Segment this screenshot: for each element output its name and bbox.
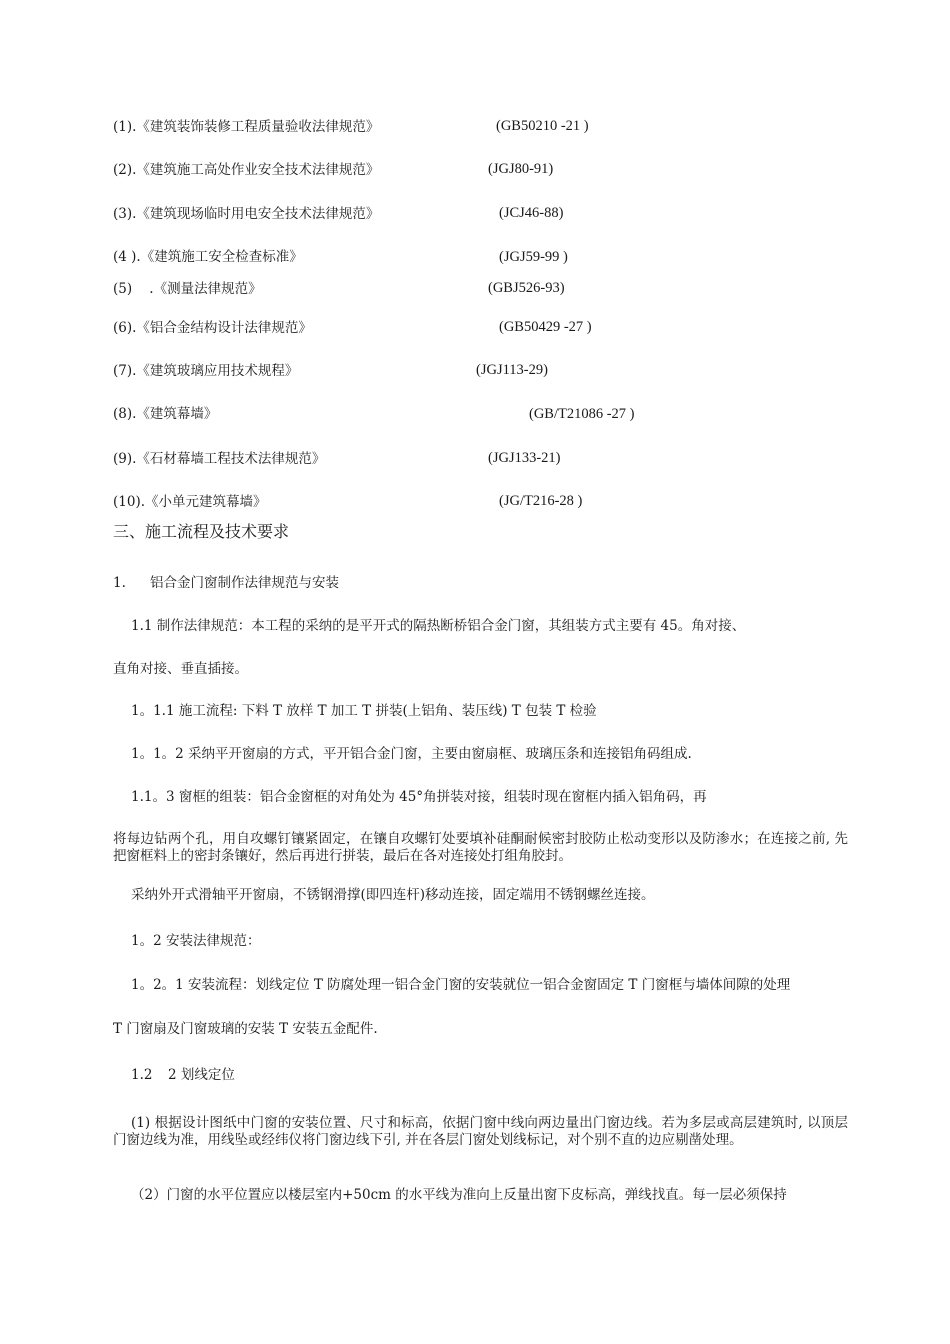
- section-title: 三、施工流程及技术要求: [113, 522, 290, 541]
- standard-label: (1).《建筑装饰装修工程质量验收法律规范》: [113, 119, 380, 135]
- standard-code: (GBJ526-93): [488, 280, 565, 296]
- standard-code: (JGJ133-21): [488, 450, 561, 466]
- standard-label: (7).《建筑玻璃应用技术规程》: [113, 363, 299, 379]
- paragraph: （2）门窗的水平位置应以楼层室内+50cm 的水平线为准向上反量出窗下皮标高，弹线找直。每一层必须保持: [131, 1187, 787, 1203]
- standard-label: (8).《建筑幕墙》: [113, 406, 218, 422]
- standard-label: (3).《建筑现场临时用电安全技术法律规范》: [113, 206, 380, 222]
- paragraph: 2 划线定位: [168, 1067, 235, 1083]
- standard-code: (GB50210 -21 ): [496, 118, 589, 134]
- paragraph: 直角对接、垂直插接。: [113, 661, 248, 677]
- paragraph: 采纳外开式滑轴平开窗扇，不锈钢滑撑(即四连杆)移动连接，固定端用不锈钢螺丝连接。: [131, 887, 655, 903]
- paragraph: 将每边钻两个孔，用自攻螺钉镶紧固定，在镶自攻螺钉处要填补硅酮耐候密封胶防止松动变形以及防渗水；在连接之前, 先把窗框料上的密封条镶好，然后再进行拼装，最后在各对连接处打组角胶封。: [113, 831, 848, 864]
- standard-code: (GB50429 -27 ): [499, 319, 592, 335]
- standard-label: (4 ).《建筑施工安全检查标准》: [113, 249, 303, 265]
- paragraph: (1) 根据设计图纸中门窗的安装位置、尺寸和标高，依据门窗中线向两边量出门窗边线。若为多层或高层建筑时, 以顶层门窗边线为准，用线坠或经纬仪将门窗边线下引, 并在各层门窗处划线标记，对个别不直的边应剔凿处理。: [113, 1115, 848, 1148]
- standard-code: (JCJ46-88): [499, 205, 564, 221]
- standard-label: (2).《建筑施工高处作业安全技术法律规范》: [113, 162, 380, 178]
- paragraph: 1.1 制作法律规范：本工程的采纳的是平开式的隔热断桥铝合金门窗，其组装方式主要有 45。角对接、: [131, 618, 746, 634]
- standard-code: (JGJ113-29): [476, 362, 548, 378]
- paragraph: 1.1。3 窗框的组装：铝合金窗框的对角处为 45°角拼装对接，组装时现在窗框内插入铝角码，再: [131, 789, 707, 805]
- paragraph: 1。2。1 安装流程：划线定位 T 防腐处理一铝合金门窗的安装就位一铝合金窗固定 T 门窗框与墙体间隙的处理: [131, 977, 791, 993]
- standard-label: (6).《铝合金结构设计法律规范》: [113, 320, 312, 336]
- paragraph: 1。2 安装法律规范：: [131, 933, 261, 949]
- paragraph: 1。1.1 施工流程: 下料 T 放样 T 加工 T 拼装(上铝角、装压线) T 包装 T 检验: [131, 703, 597, 719]
- standard-code: (JGJ59-99 ): [499, 249, 568, 265]
- subsection-number: 1.: [113, 575, 126, 591]
- standard-label: (9).《石材幕墙工程技术法律规范》: [113, 451, 326, 467]
- subsection-title: 铝合金门窗制作法律规范与安装: [150, 575, 339, 591]
- standard-code: (GB/T21086 -27 ): [529, 406, 635, 422]
- paragraph: T 门窗扇及门窗玻璃的安装 T 安装五金配件.: [113, 1021, 378, 1037]
- standard-label: (10).《小单元建筑幕墙》: [113, 494, 267, 510]
- standard-code: (JGJ80-91): [488, 161, 554, 177]
- standard-code: (JG/T216-28 ): [499, 493, 583, 509]
- paragraph: 1。1。2 采纳平开窗扇的方式，平开铝合金门窗，主要由窗扇框、玻璃压条和连接铝角码组成.: [131, 746, 692, 762]
- standard-label: (5) .《测量法律规范》: [113, 281, 262, 297]
- paragraph-number: 1.2: [131, 1067, 153, 1083]
